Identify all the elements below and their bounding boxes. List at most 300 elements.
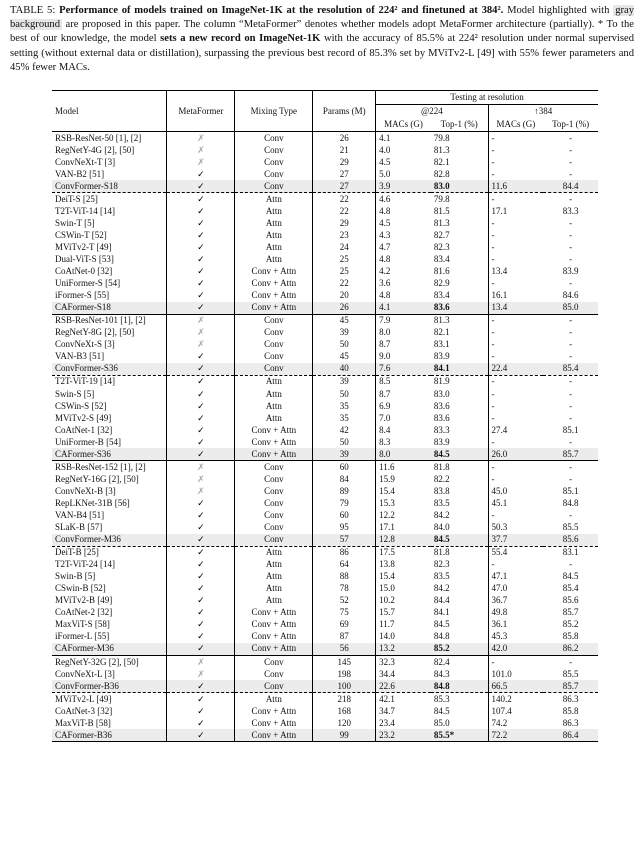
cell-macs-384: -: [491, 253, 495, 264]
cell-metaformer: ✓: [167, 497, 235, 509]
table-caption: [10, 4, 634, 75]
cell-top1-384: -: [543, 375, 598, 388]
cell-macs-224: 13.2: [376, 643, 431, 656]
cell-metaformer: ✓: [167, 168, 235, 180]
cell-top1-224: 79.8: [431, 132, 488, 145]
cell-mixing-type: Conv: [235, 522, 313, 534]
cell-macs-384: -: [488, 656, 543, 669]
cell-top1-384: 83.1: [543, 546, 598, 559]
cell-metaformer: ✓: [167, 241, 235, 253]
cell-params: 39: [313, 375, 376, 388]
table-row: [52, 229, 598, 241]
cell-params: 27: [313, 168, 376, 180]
cell-metaformer: ✓: [167, 522, 235, 534]
cell-macs-384: -: [491, 388, 495, 399]
cell-macs-224: 23.4: [379, 717, 395, 728]
cell-macs-384: 66.5: [488, 680, 543, 693]
cell-top1-224: 84.8: [431, 680, 488, 693]
header-macs-224: MACs (G): [376, 118, 431, 132]
caption-highlight: gray background: [10, 5, 635, 31]
cell-metaformer: ✓: [167, 643, 235, 656]
cell-mixing-type: Conv: [235, 680, 313, 693]
cell-macs-224: 8.5: [376, 375, 431, 388]
cell-model: VAN-B3 [51]: [52, 351, 167, 363]
cell-top1-224: 83.5: [431, 497, 488, 509]
table-row: [52, 412, 598, 424]
cell-mixing-type: Conv: [235, 327, 313, 339]
cell-model: VAN-B4 [51]: [52, 509, 167, 521]
table-row: [52, 619, 598, 631]
table-row: [52, 266, 598, 278]
cell-top1-384: 85.0: [543, 302, 598, 315]
cell-top1-384: -: [543, 314, 598, 327]
cell-mixing-type: Attn: [235, 253, 313, 265]
cell-top1-224: 84.8: [431, 631, 488, 643]
cell-metaformer: ✗: [167, 327, 235, 339]
cell-metaformer: ✗: [167, 339, 235, 351]
cell-model: RepLKNet-31B [56]: [52, 497, 167, 509]
cell-model: UniFormer-B [54]: [52, 436, 167, 448]
cell-model: RSB-ResNet-152 [1], [2]: [52, 461, 167, 474]
cell-params: 64: [313, 559, 376, 571]
cell-params: 79: [313, 497, 376, 509]
cell-metaformer: ✓: [167, 388, 235, 400]
cell-macs-224: 4.2: [379, 266, 391, 277]
cell-top1-224: 81.6: [431, 266, 488, 278]
cell-top1-224: 81.3: [431, 217, 488, 229]
cell-macs-224: 15.3: [379, 497, 395, 508]
cell-macs-384: -: [491, 241, 495, 252]
cell-macs-224: 32.3: [376, 656, 431, 669]
cell-params: 35: [313, 400, 376, 412]
cell-macs-224: 8.0: [376, 448, 431, 461]
table-row: [52, 424, 598, 436]
cell-top1-384: 84.4: [543, 180, 598, 193]
cell-top1-224: 81.9: [431, 375, 488, 388]
cell-macs-384: 37.7: [488, 534, 543, 547]
cell-macs-224: 11.7: [379, 619, 395, 630]
cell-model: CoAtNet-1 [32]: [52, 424, 167, 436]
cell-params: 29: [313, 217, 376, 229]
cell-metaformer: ✓: [167, 400, 235, 412]
cell-macs-384: 13.4: [491, 266, 508, 277]
table-row: [52, 509, 598, 521]
cell-top1-224: 85.5*: [431, 729, 488, 742]
cell-mixing-type: Attn: [235, 217, 313, 229]
cell-mixing-type: Conv + Attn: [235, 424, 313, 436]
cell-macs-224: 4.1: [376, 302, 431, 315]
cell-macs-224: 4.6: [376, 193, 431, 206]
cell-params: 100: [313, 680, 376, 693]
cell-top1-384: -: [569, 339, 573, 350]
cell-top1-224: 84.1: [431, 363, 488, 376]
cell-top1-224: 84.5: [431, 448, 488, 461]
cell-mixing-type: Attn: [235, 388, 313, 400]
cell-model: T2T-ViT-14 [14]: [52, 205, 167, 217]
cell-macs-384: 27.4: [491, 424, 508, 435]
cell-model: MViTv2-B [49]: [52, 595, 167, 607]
cell-metaformer: ✓: [167, 546, 235, 559]
cell-macs-224: 4.7: [379, 241, 391, 252]
cell-macs-224: 12.8: [376, 534, 431, 547]
cell-model: ConvNeXt-B [3]: [52, 485, 167, 497]
table-row: [52, 559, 598, 571]
table-row: [52, 217, 598, 229]
cell-top1-224: 83.9: [431, 436, 488, 448]
table-row: [52, 546, 598, 559]
cell-mixing-type: Conv + Attn: [235, 436, 313, 448]
caption-claim: sets a new record on ImageNet-1K: [160, 33, 321, 45]
cell-top1-384: -: [569, 400, 573, 411]
cell-top1-224: 82.3: [431, 559, 488, 571]
cell-params: 25: [313, 266, 376, 278]
header-mixing-type: Mixing Type: [235, 91, 313, 132]
cell-macs-384: 55.4: [488, 546, 543, 559]
cell-params: 21: [313, 144, 376, 156]
cell-params: 22: [313, 278, 376, 290]
table-row: [52, 595, 598, 607]
cell-model: iFormer-S [55]: [52, 290, 167, 302]
cell-top1-224: 84.2: [431, 509, 488, 521]
caption-title: Performance of models trained on ImageNet-1K at the resolution of 224² and finetuned at 384².: [59, 5, 504, 16]
cell-mixing-type: Conv + Attn: [235, 290, 313, 302]
cell-metaformer: ✓: [167, 693, 235, 706]
cell-top1-224: 83.4: [431, 290, 488, 302]
cell-model: MViTv2-L [49]: [52, 693, 167, 706]
cell-params: 168: [313, 705, 376, 717]
cell-metaformer: ✓: [167, 534, 235, 547]
cell-top1-224: 85.0: [431, 717, 488, 729]
table-row: [52, 643, 598, 656]
table-row: [52, 351, 598, 363]
header-testing-resolution: Testing at resolution: [376, 91, 598, 105]
cell-macs-384: 13.4: [488, 302, 543, 315]
cell-top1-384: -: [569, 241, 573, 252]
cell-mixing-type: Conv: [235, 461, 313, 474]
cell-macs-384: 47.0: [491, 583, 508, 594]
cell-top1-384: -: [569, 217, 573, 228]
table-row: [52, 302, 598, 315]
cell-model: ConvFormer-M36: [52, 534, 167, 547]
cell-mixing-type: Conv: [235, 668, 313, 680]
cell-metaformer: ✓: [167, 253, 235, 265]
cell-top1-224: 82.1: [431, 156, 488, 168]
cell-model: iFormer-L [55]: [52, 631, 167, 643]
cell-params: 95: [313, 522, 376, 534]
header-macs-384: MACs (G): [488, 118, 543, 132]
cell-params: 45: [313, 351, 376, 363]
cell-params: 26: [313, 132, 376, 145]
cell-params: 89: [313, 485, 376, 497]
cell-params: 57: [313, 534, 376, 547]
cell-top1-224: 84.3: [431, 668, 488, 680]
cell-macs-224: 4.3: [379, 229, 391, 240]
table-row: [52, 436, 598, 448]
cell-top1-224: 85.3: [431, 693, 488, 706]
cell-mixing-type: Conv: [235, 509, 313, 521]
cell-top1-384: 85.1: [562, 424, 579, 435]
cell-metaformer: ✗: [167, 656, 235, 669]
cell-top1-384: 85.2: [562, 619, 579, 630]
cell-macs-224: 17.5: [376, 546, 431, 559]
cell-top1-384: -: [569, 327, 573, 338]
cell-top1-224: 82.9: [431, 278, 488, 290]
cell-mixing-type: Conv: [235, 473, 313, 485]
cell-top1-224: 84.1: [431, 607, 488, 619]
cell-metaformer: ✓: [167, 619, 235, 631]
cell-top1-384: 83.3: [562, 205, 579, 216]
table-row: [52, 144, 598, 156]
cell-top1-224: 83.0: [431, 388, 488, 400]
cell-top1-224: 83.6: [431, 302, 488, 315]
cell-model: CSWin-T [52]: [52, 229, 167, 241]
cell-macs-224: 3.6: [379, 278, 391, 289]
table-row: [52, 375, 598, 388]
results-table: [52, 90, 598, 742]
cell-mixing-type: Conv: [235, 168, 313, 180]
cell-macs-224: 7.0: [379, 412, 391, 423]
cell-params: 40: [313, 363, 376, 376]
cell-model: RegNetY-8G [2], [50]: [52, 327, 167, 339]
table-row: [52, 132, 598, 145]
table-row: [52, 693, 598, 706]
cell-metaformer: ✓: [167, 705, 235, 717]
cell-metaformer: ✓: [167, 290, 235, 302]
cell-metaformer: ✓: [167, 412, 235, 424]
cell-params: 22: [313, 193, 376, 206]
caption-text-2: are proposed in this paper. The column “MetaFormer” denotes whether models adopt MetaFormer architecture (partially). * To the best of our knowledge, the model: [10, 19, 635, 45]
cell-top1-384: -: [569, 144, 573, 155]
cell-metaformer: ✓: [167, 583, 235, 595]
table-row: [52, 729, 598, 742]
cell-top1-224: 84.5: [431, 534, 488, 547]
cell-metaformer: ✗: [167, 156, 235, 168]
cell-macs-224: 34.4: [379, 668, 395, 679]
cell-macs-224: 7.9: [376, 314, 431, 327]
cell-mixing-type: Conv: [235, 339, 313, 351]
cell-model: CSwin-B [52]: [52, 583, 167, 595]
table-row: [52, 400, 598, 412]
cell-macs-384: 11.6: [488, 180, 543, 193]
cell-macs-224: 11.6: [376, 461, 431, 474]
cell-model: RegNetY-16G [2], [50]: [52, 473, 167, 485]
cell-top1-224: 84.0: [431, 522, 488, 534]
cell-top1-224: 83.3: [431, 424, 488, 436]
table-row: [52, 253, 598, 265]
table-row: [52, 607, 598, 619]
cell-top1-224: 84.5: [431, 619, 488, 631]
cell-macs-224: 4.8: [379, 290, 391, 301]
table-row: [52, 205, 598, 217]
cell-macs-384: -: [491, 278, 495, 289]
cell-macs-224: 8.7: [379, 388, 391, 399]
cell-params: 39: [313, 327, 376, 339]
cell-top1-384: -: [569, 278, 573, 289]
cell-macs-224: 4.1: [379, 132, 391, 143]
cell-params: 22: [313, 205, 376, 217]
cell-mixing-type: Attn: [235, 375, 313, 388]
cell-top1-224: 81.8: [431, 461, 488, 474]
header-top1-224: Top-1 (%): [431, 118, 488, 132]
cell-macs-384: -: [491, 559, 495, 570]
cell-params: 20: [313, 290, 376, 302]
cell-model: VAN-B2 [51]: [52, 168, 167, 180]
cell-top1-384: -: [569, 412, 573, 423]
cell-params: 78: [313, 583, 376, 595]
cell-mixing-type: Attn: [235, 412, 313, 424]
cell-model: CoAtNet-3 [32]: [52, 705, 167, 717]
cell-metaformer: ✓: [167, 180, 235, 193]
cell-macs-224: 3.9: [376, 180, 431, 193]
table-row: [52, 583, 598, 595]
cell-mixing-type: Conv + Attn: [235, 302, 313, 315]
cell-params: 69: [313, 619, 376, 631]
cell-mixing-type: Attn: [235, 205, 313, 217]
cell-model: MaxViT-S [58]: [52, 619, 167, 631]
table-row: [52, 534, 598, 547]
cell-macs-224: 15.4: [379, 571, 395, 582]
table-row: [52, 278, 598, 290]
table-row: [52, 363, 598, 376]
header-params: Params (M): [313, 91, 376, 132]
cell-params: 87: [313, 631, 376, 643]
cell-model: RSB-ResNet-101 [1], [2]: [52, 314, 167, 327]
cell-top1-224: 82.7: [431, 229, 488, 241]
table-row: [52, 680, 598, 693]
cell-macs-384: 72.2: [488, 729, 543, 742]
cell-macs-384: 22.4: [488, 363, 543, 376]
cell-macs-224: 10.2: [379, 595, 395, 606]
cell-macs-224: 15.0: [379, 583, 395, 594]
cell-mixing-type: Attn: [235, 571, 313, 583]
cell-top1-384: -: [569, 229, 573, 240]
cell-macs-224: 8.4: [379, 424, 391, 435]
cell-macs-384: -: [491, 436, 495, 447]
cell-metaformer: ✓: [167, 717, 235, 729]
cell-top1-384: 85.5: [562, 668, 579, 679]
cell-macs-384: 45.3: [491, 631, 508, 642]
cell-model: CoAtNet-0 [32]: [52, 266, 167, 278]
cell-top1-384: -: [543, 193, 598, 206]
cell-mixing-type: Conv: [235, 534, 313, 547]
cell-top1-384: 85.1: [562, 485, 579, 496]
cell-top1-224: 83.0: [431, 180, 488, 193]
cell-top1-224: 84.2: [431, 583, 488, 595]
cell-metaformer: ✓: [167, 351, 235, 363]
cell-macs-224: 7.6: [376, 363, 431, 376]
cell-macs-224: 4.5: [379, 217, 391, 228]
cell-model: Dual-ViT-S [53]: [52, 253, 167, 265]
cell-params: 42: [313, 424, 376, 436]
cell-macs-384: 16.1: [491, 290, 508, 301]
cell-macs-384: -: [491, 168, 495, 179]
cell-metaformer: ✗: [167, 473, 235, 485]
cell-top1-384: 86.3: [562, 717, 579, 728]
table-row: [52, 388, 598, 400]
cell-mixing-type: Conv: [235, 314, 313, 327]
cell-top1-224: 83.8: [431, 485, 488, 497]
cell-top1-384: 85.7: [543, 448, 598, 461]
cell-macs-224: 4.8: [379, 205, 391, 216]
cell-metaformer: ✓: [167, 266, 235, 278]
table-row: [52, 314, 598, 327]
cell-macs-384: -: [491, 229, 495, 240]
cell-macs-224: 42.1: [376, 693, 431, 706]
cell-macs-224: 34.7: [379, 705, 395, 716]
cell-metaformer: ✓: [167, 205, 235, 217]
cell-metaformer: ✗: [167, 485, 235, 497]
cell-macs-224: 8.7: [379, 339, 391, 350]
table-row: [52, 571, 598, 583]
cell-top1-224: 83.9: [431, 351, 488, 363]
table-row: [52, 180, 598, 193]
cell-mixing-type: Conv: [235, 156, 313, 168]
cell-top1-224: 83.4: [431, 253, 488, 265]
cell-mixing-type: Conv: [235, 485, 313, 497]
cell-top1-224: 82.4: [431, 656, 488, 669]
cell-metaformer: ✗: [167, 461, 235, 474]
cell-metaformer: ✓: [167, 559, 235, 571]
cell-top1-384: -: [569, 156, 573, 167]
cell-macs-384: -: [491, 217, 495, 228]
cell-macs-384: 74.2: [491, 717, 508, 728]
table-row: [52, 448, 598, 461]
cell-top1-384: 84.5: [562, 571, 579, 582]
cell-params: 29: [313, 156, 376, 168]
cell-macs-224: 22.6: [376, 680, 431, 693]
cell-model: UniFormer-S [54]: [52, 278, 167, 290]
cell-params: 39: [313, 448, 376, 461]
cell-model: T2T-ViT-24 [14]: [52, 559, 167, 571]
cell-metaformer: ✓: [167, 278, 235, 290]
cell-mixing-type: Conv + Attn: [235, 448, 313, 461]
cell-params: 23: [313, 229, 376, 241]
cell-top1-384: 86.2: [543, 643, 598, 656]
table-row: [52, 461, 598, 474]
cell-model: MaxViT-B [58]: [52, 717, 167, 729]
cell-top1-384: -: [569, 436, 573, 447]
cell-mixing-type: Conv: [235, 497, 313, 509]
cell-metaformer: ✓: [167, 571, 235, 583]
cell-top1-384: 85.5: [562, 522, 579, 533]
cell-params: 45: [313, 314, 376, 327]
cell-macs-384: 45.0: [491, 485, 508, 496]
cell-macs-384: 45.1: [491, 497, 508, 508]
cell-params: 52: [313, 595, 376, 607]
table-row: [52, 290, 598, 302]
table-row: [52, 339, 598, 351]
cell-params: 56: [313, 643, 376, 656]
table-row: [52, 241, 598, 253]
cell-params: 50: [313, 339, 376, 351]
cell-top1-384: 85.6: [543, 534, 598, 547]
cell-top1-384: 85.4: [562, 583, 579, 594]
cell-params: 75: [313, 607, 376, 619]
cell-top1-224: 84.4: [431, 595, 488, 607]
cell-params: 26: [313, 302, 376, 315]
cell-top1-384: -: [569, 132, 573, 143]
cell-macs-224: 12.2: [379, 509, 395, 520]
table-row: [52, 656, 598, 669]
cell-top1-384: -: [569, 473, 573, 484]
cell-macs-384: -: [491, 132, 495, 143]
cell-params: 50: [313, 388, 376, 400]
table-body: [52, 132, 598, 742]
cell-mixing-type: Attn: [235, 583, 313, 595]
table-row: [52, 497, 598, 509]
cell-params: 25: [313, 253, 376, 265]
cell-params: 60: [313, 509, 376, 521]
